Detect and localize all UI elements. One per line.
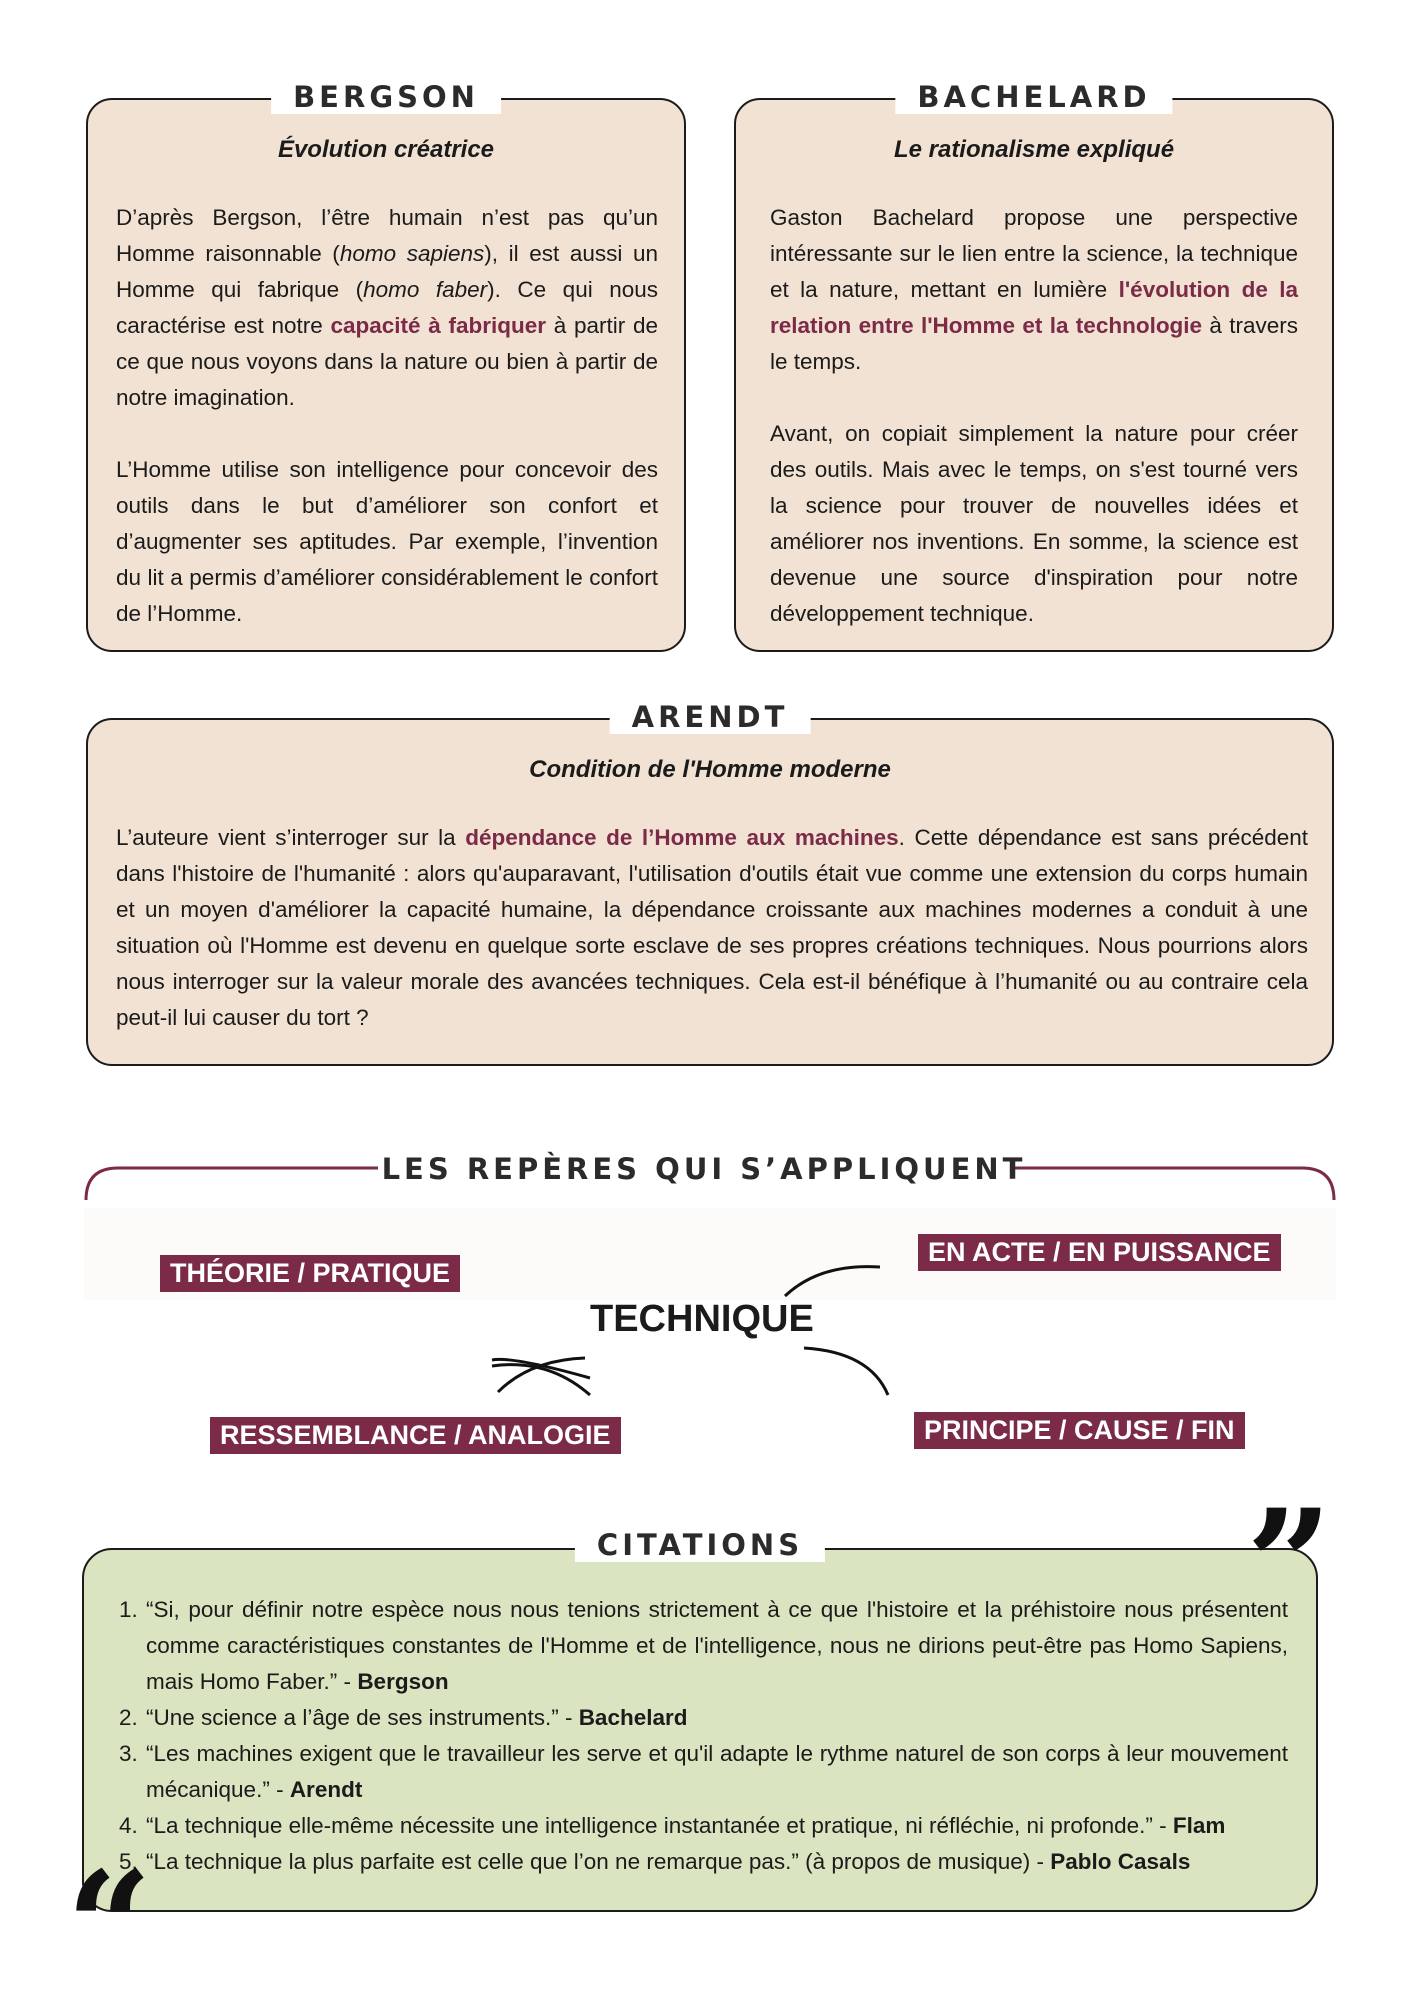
citation-item: 5. “La technique la plus parfaite est celle que l’on ne remarque pas.” (à propos de musique) - Pablo Casals [144, 1844, 1288, 1880]
arendt-subtitle: Condition de l'Homme moderne [529, 756, 891, 783]
bachelard-highlight: l'évolution de la relation entre l'Homme et la technologie [770, 277, 1299, 338]
bergson-paragraph-2: L’Homme utilise son intelligence pour concevoir des outils dans le but d’améliorer son confort et d’augmenter ses aptitudes. Par exemple, l’invention du lit a permis d’améliorer considérablement le confort de l’Homme. [116, 457, 658, 626]
bachelard-title: BACHELARD [895, 80, 1172, 114]
citations-title: CITATIONS [575, 1528, 825, 1562]
bergson-highlight: capacité à fabriquer [330, 313, 547, 338]
keyword-principe-cause-fin: PRINCIPE / CAUSE / FIN [914, 1412, 1245, 1449]
bachelard-paragraph-1: Gaston Bachelard propose une perspective intéressante sur le lien entre la science, la technique et la nature, mettant en lumière l'évolution de la relation entre l'Homme et la technologie à travers le temps. [770, 205, 1299, 374]
keyword-theorie-pratique: THÉORIE / PRATIQUE [160, 1255, 460, 1292]
reperes-title: LES REPÈRES QUI S’APPLIQUENT [381, 1152, 1027, 1186]
keyword-acte-puissance: EN ACTE / EN PUISSANCE [918, 1234, 1281, 1271]
close-quote-icon: ” [1246, 1477, 1333, 1653]
arendt-paragraph: L’auteure vient s’interroger sur la dépendance de l’Homme aux machines. Cette dépendance est sans précédent dans l'histoire de l'humanité : alors qu'auparavant, l'utilisation d'outils était vue comme une extension du corps humain et un moyen d'améliorer la capacité humaine, la dépendance croissante aux machines modernes a conduit à une situation où l'Homme est devenu en quelque sorte esclave de ses propres créations techniques. Nous pourrions alors nous interroger sur la valeur morale des avancées techniques. Cela est-il bénéfique à l’humanité ou au contraire cela peut-il lui causer du tort ? [116, 825, 1308, 1030]
citation-item: 4. “La technique elle-même nécessite une intelligence instantanée et pratique, ni réfléchie, ni profonde.” - Flam [144, 1808, 1288, 1844]
bergson-title: BERGSON [271, 80, 501, 114]
citations-list [106, 1592, 1288, 1880]
arendt-title: ARENDT [610, 700, 811, 734]
citation-author: Bachelard [578, 1705, 688, 1730]
citation-author: Arendt [289, 1777, 363, 1802]
bergson-subtitle: Évolution créatrice [277, 136, 495, 163]
citation-author: Pablo Casals [1050, 1849, 1191, 1874]
arendt-highlight: dépendance de l’Homme aux machines [465, 825, 899, 850]
open-quote-icon: “ [66, 1839, 153, 2015]
bachelard-card [734, 80, 1334, 652]
arendt-card [86, 700, 1334, 1066]
bergson-card [86, 80, 686, 652]
citation-author: Flam [1172, 1813, 1226, 1838]
reperes-section [0, 1140, 1408, 1480]
citation-item: 3. “Les machines exigent que le travailleur les serve et qu'il adapte le rythme naturel de son corps à leur mouvement mécanique.” - Arendt [144, 1736, 1288, 1808]
citation-item: 1. “Si, pour définir notre espèce nous nous tenions strictement à ce que l'histoire et la préhistoire nous présentent comme caractéristiques constantes de l'Homme et de l'intelligence, nous ne dirions peut-être pas Homo Sapiens, mais Homo Faber.” - Bergson [144, 1592, 1288, 1700]
citation-author: Bergson [357, 1669, 449, 1694]
bergson-paragraph-1: D’après Bergson, l’être humain n’est pas qu’un Homme raisonnable (homo sapiens), il est aussi un Homme qui fabrique (homo faber). Ce qui nous caractérise est notre capacité à fabriquer à partir de ce que nous voyons dans la nature ou bien à partir de notre imagination. [116, 205, 658, 410]
citation-item: 2. “Une science a l’âge de ses instruments.” - Bachelard [144, 1700, 1288, 1736]
bachelard-paragraph-2: Avant, on copiait simplement la nature pour créer des outils. Mais avec le temps, on s'est tourné vers la science pour trouver de nouvelles idées et améliorer nos inventions. En somme, la science est devenue une source d'inspiration pour notre développement technique. [770, 421, 1298, 626]
keyword-ressemblance-analogie: RESSEMBLANCE / ANALOGIE [210, 1417, 621, 1454]
citations-card [82, 1528, 1318, 1912]
bachelard-subtitle: Le rationalisme expliqué [893, 136, 1175, 163]
reperes-center-technique: TECHNIQUE [590, 1298, 814, 1340]
